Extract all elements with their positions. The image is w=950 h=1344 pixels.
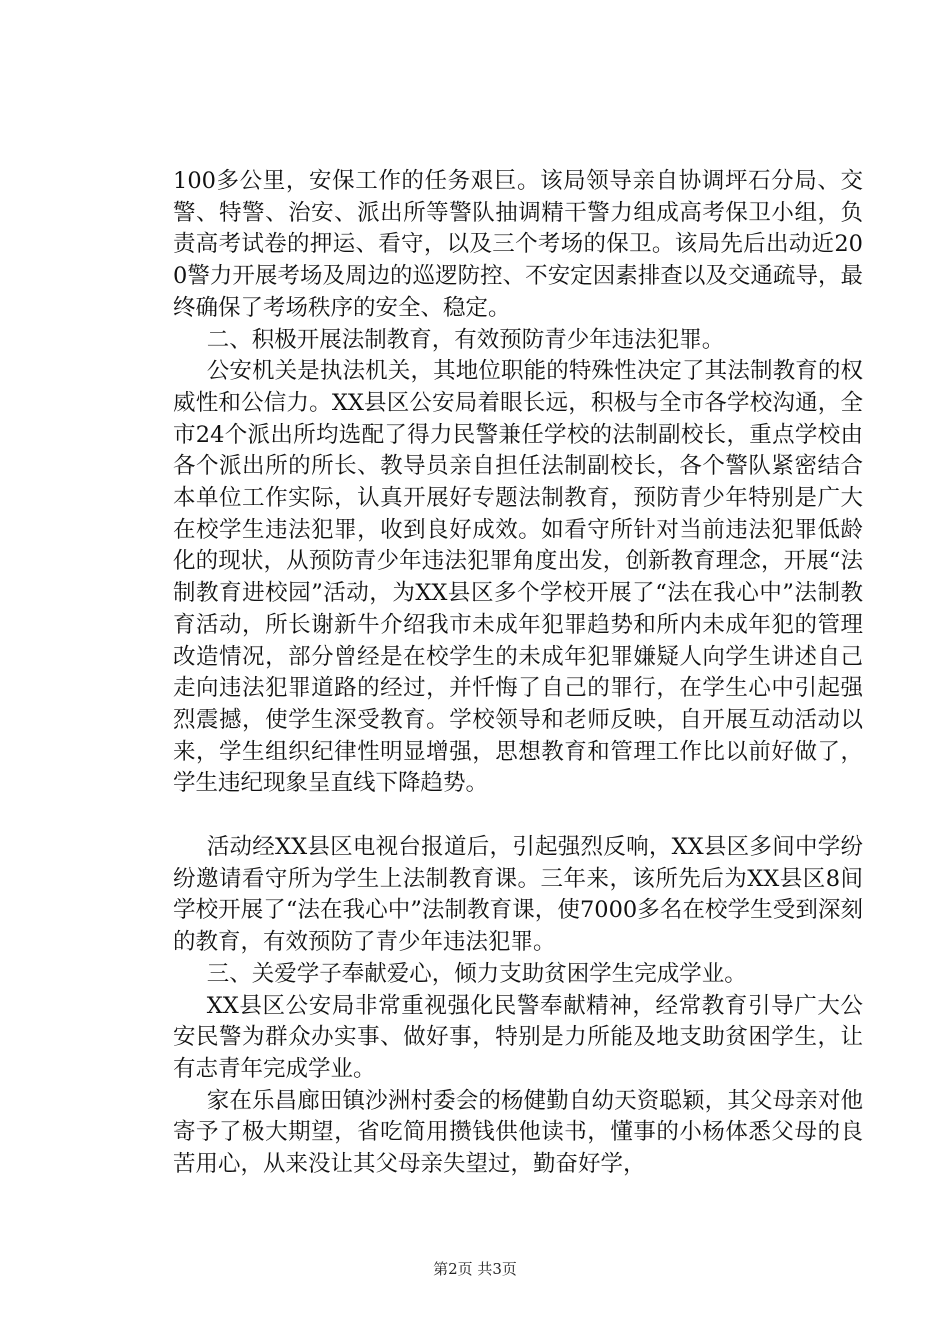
page-number-label: 第2页 共3页 [433, 1260, 517, 1278]
paragraph-legal-education: 公安机关是执法机关，其地位职能的特殊性决定了其法制教育的权威性和公信力。XX县区公安局着眼长远，积极与全市各学校沟通，全市24个派出所均选配了得力民警兼任学校的法制副校长，重点学校由各个派出所的所长、教导员亲自担任法制副校长，各个警队紧密结合本单位工作实际，认真开展好专题法制教育，预防青少年特别是广大在校学生违法犯罪，收到良好成效。如看守所针对当前违法犯罪低龄化的现状，从预防青少年违法犯罪角度出发，创新教育理念，开展“法制教育进校园”活动，为XX县区多个学校开展了“法在我心中”法制教育活动，所长谢新牛介绍我市未成年犯罪趋势和所内未成年犯的管理改造情况，部分曾经是在校学生的未成年犯罪嫌疑人向学生讲述自己走向违法犯罪道路的经过，并忏悔了自己的罪行，在学生心中引起强烈震撼，使学生深受教育。学校领导和老师反映，自开展互动活动以来，学生组织纪律性明显增强，思想教育和管理工作比以前好做了，学生违纪现象呈直线下降趋势。 [173, 358, 863, 797]
section-heading-2: 二、积极开展法制教育，有效预防青少年违法犯罪。 [206, 326, 725, 353]
section-heading-3: 三、关爱学子奉献爱心，倾力支助贫困学生完成学业。 [206, 960, 747, 987]
paragraph-police-dedication: XX县区公安局非常重视强化民警奉献精神，经常教育引导广大公安民警为群众办实事、做好事，特别是力所能及地支助贫困学生，让有志青年完成学业。 [173, 992, 863, 1082]
paragraph-continuation: 100多公里，安保工作的任务艰巨。该局领导亲自协调坪石分局、交警、特警、治安、派出所等警队抽调精干警力组成高考保卫小组，负责高考试卷的押运、看守，以及三个考场的保卫。该局先后出动近200警力开展考场及周边的巡逻防控、不安定因素排查以及交通疏导，最终确保了考场秩序的安全、稳定。 [173, 168, 863, 321]
paragraph-tv-report: 活动经XX县区电视台报道后，引起强烈反响，XX县区多间中学纷纷邀请看守所为学生上法制教育课。三年来，该所先后为XX县区8间学校开展了“法在我心中”法制教育课，使7000多名在校学生受到深刻的教育，有效预防了青少年违法犯罪。 [173, 834, 863, 956]
page-footer [0, 1259, 950, 1279]
paragraph-student-story: 家在乐昌廊田镇沙洲村委会的杨健勤自幼天资聪颖，其父母亲对他寄予了极大期望，省吃简用攒钱供他读书，懂事的小杨体悉父母的良苦用心，从来没让其父母亲失望过，勤奋好学， [173, 1087, 863, 1178]
document-body [173, 166, 863, 1181]
